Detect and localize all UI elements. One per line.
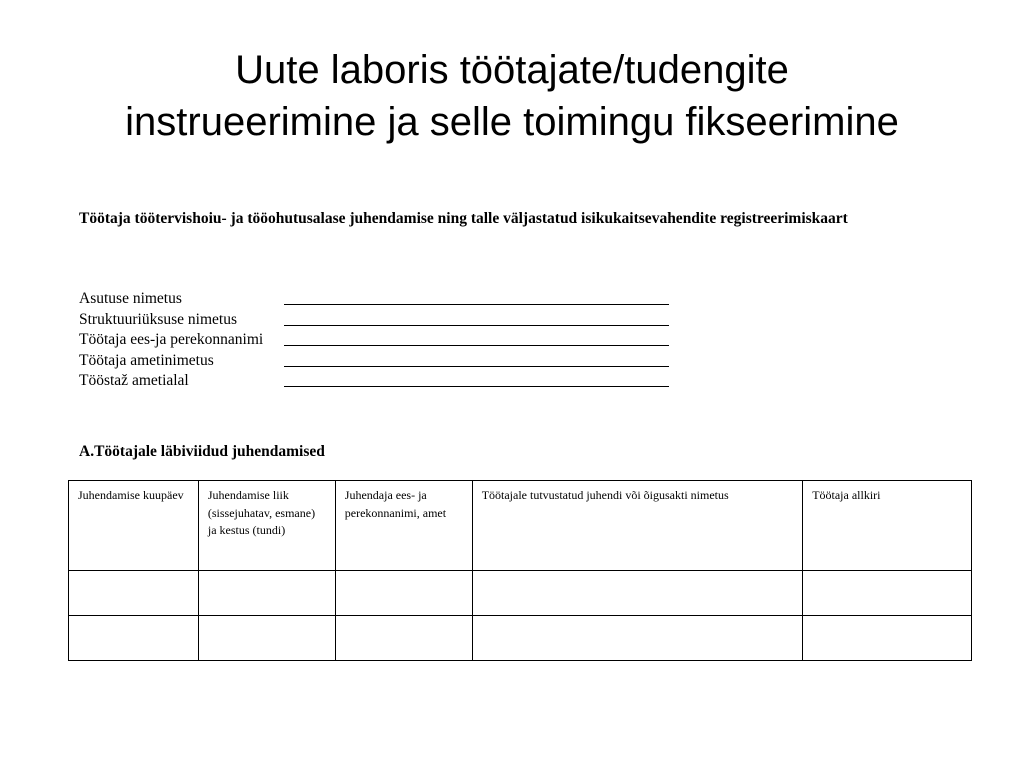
slide-title xyxy=(0,44,1024,148)
table-row xyxy=(69,616,972,661)
table-cell[interactable] xyxy=(803,616,972,661)
field-label-institution: Asutuse nimetus xyxy=(79,290,182,307)
instruction-log-table xyxy=(68,480,972,661)
table-cell[interactable] xyxy=(69,571,199,616)
field-line-institution[interactable] xyxy=(284,289,669,305)
field-label-employee-name: Töötaja ees-ja perekonnanimi xyxy=(79,331,264,348)
column-header-signature: Töötaja allkiri xyxy=(803,481,972,571)
slide-title-line-1: Uute laboris töötajate/tudengite xyxy=(235,48,789,92)
table-cell[interactable] xyxy=(335,616,472,661)
field-row-unit xyxy=(79,310,669,331)
table-cell[interactable] xyxy=(472,571,803,616)
field-row-employee-name xyxy=(79,330,669,351)
table-header-row xyxy=(69,481,972,571)
employee-fields xyxy=(79,289,669,392)
field-row-job-title xyxy=(79,351,669,372)
field-label-unit: Struktuuriüksuse nimetus xyxy=(79,310,238,328)
field-line-seniority[interactable] xyxy=(284,371,669,387)
table-cell[interactable] xyxy=(472,616,803,661)
field-line-unit[interactable] xyxy=(284,310,669,326)
column-header-type-duration: Juhendamise liik (sissejuhatav, esmane) ja kestus (tundi) xyxy=(198,481,335,571)
column-header-instructor: Juhendaja ees- ja perekonnanimi, amet xyxy=(335,481,472,571)
card-heading: Töötaja töötervishoiu- ja tööohutusalase juhendamise ning talle väljastatud isikukaitsevahendite registreerimiskaart xyxy=(79,210,848,227)
field-row-seniority xyxy=(79,371,669,392)
table-cell[interactable] xyxy=(198,616,335,661)
table-cell[interactable] xyxy=(803,571,972,616)
column-header-document: Töötajale tutvustatud juhendi või õigusakti nimetus xyxy=(472,481,803,571)
table-cell[interactable] xyxy=(69,616,199,661)
field-line-job-title[interactable] xyxy=(284,351,669,367)
field-line-employee-name[interactable] xyxy=(284,330,669,346)
column-header-date: Juhendamise kuupäev xyxy=(69,481,199,571)
table-row xyxy=(69,571,972,616)
section-a-heading: A.Töötajale läbiviidud juhendamised xyxy=(79,443,325,460)
field-label-job-title: Töötaja ametinimetus xyxy=(79,351,214,369)
field-label-seniority: Tööstaž ametialal xyxy=(79,372,189,389)
field-row-institution xyxy=(79,289,669,310)
slide-title-line-2: instrueerimine ja selle toimingu fikseerimine xyxy=(125,100,899,144)
table-cell[interactable] xyxy=(335,571,472,616)
table-cell[interactable] xyxy=(198,571,335,616)
